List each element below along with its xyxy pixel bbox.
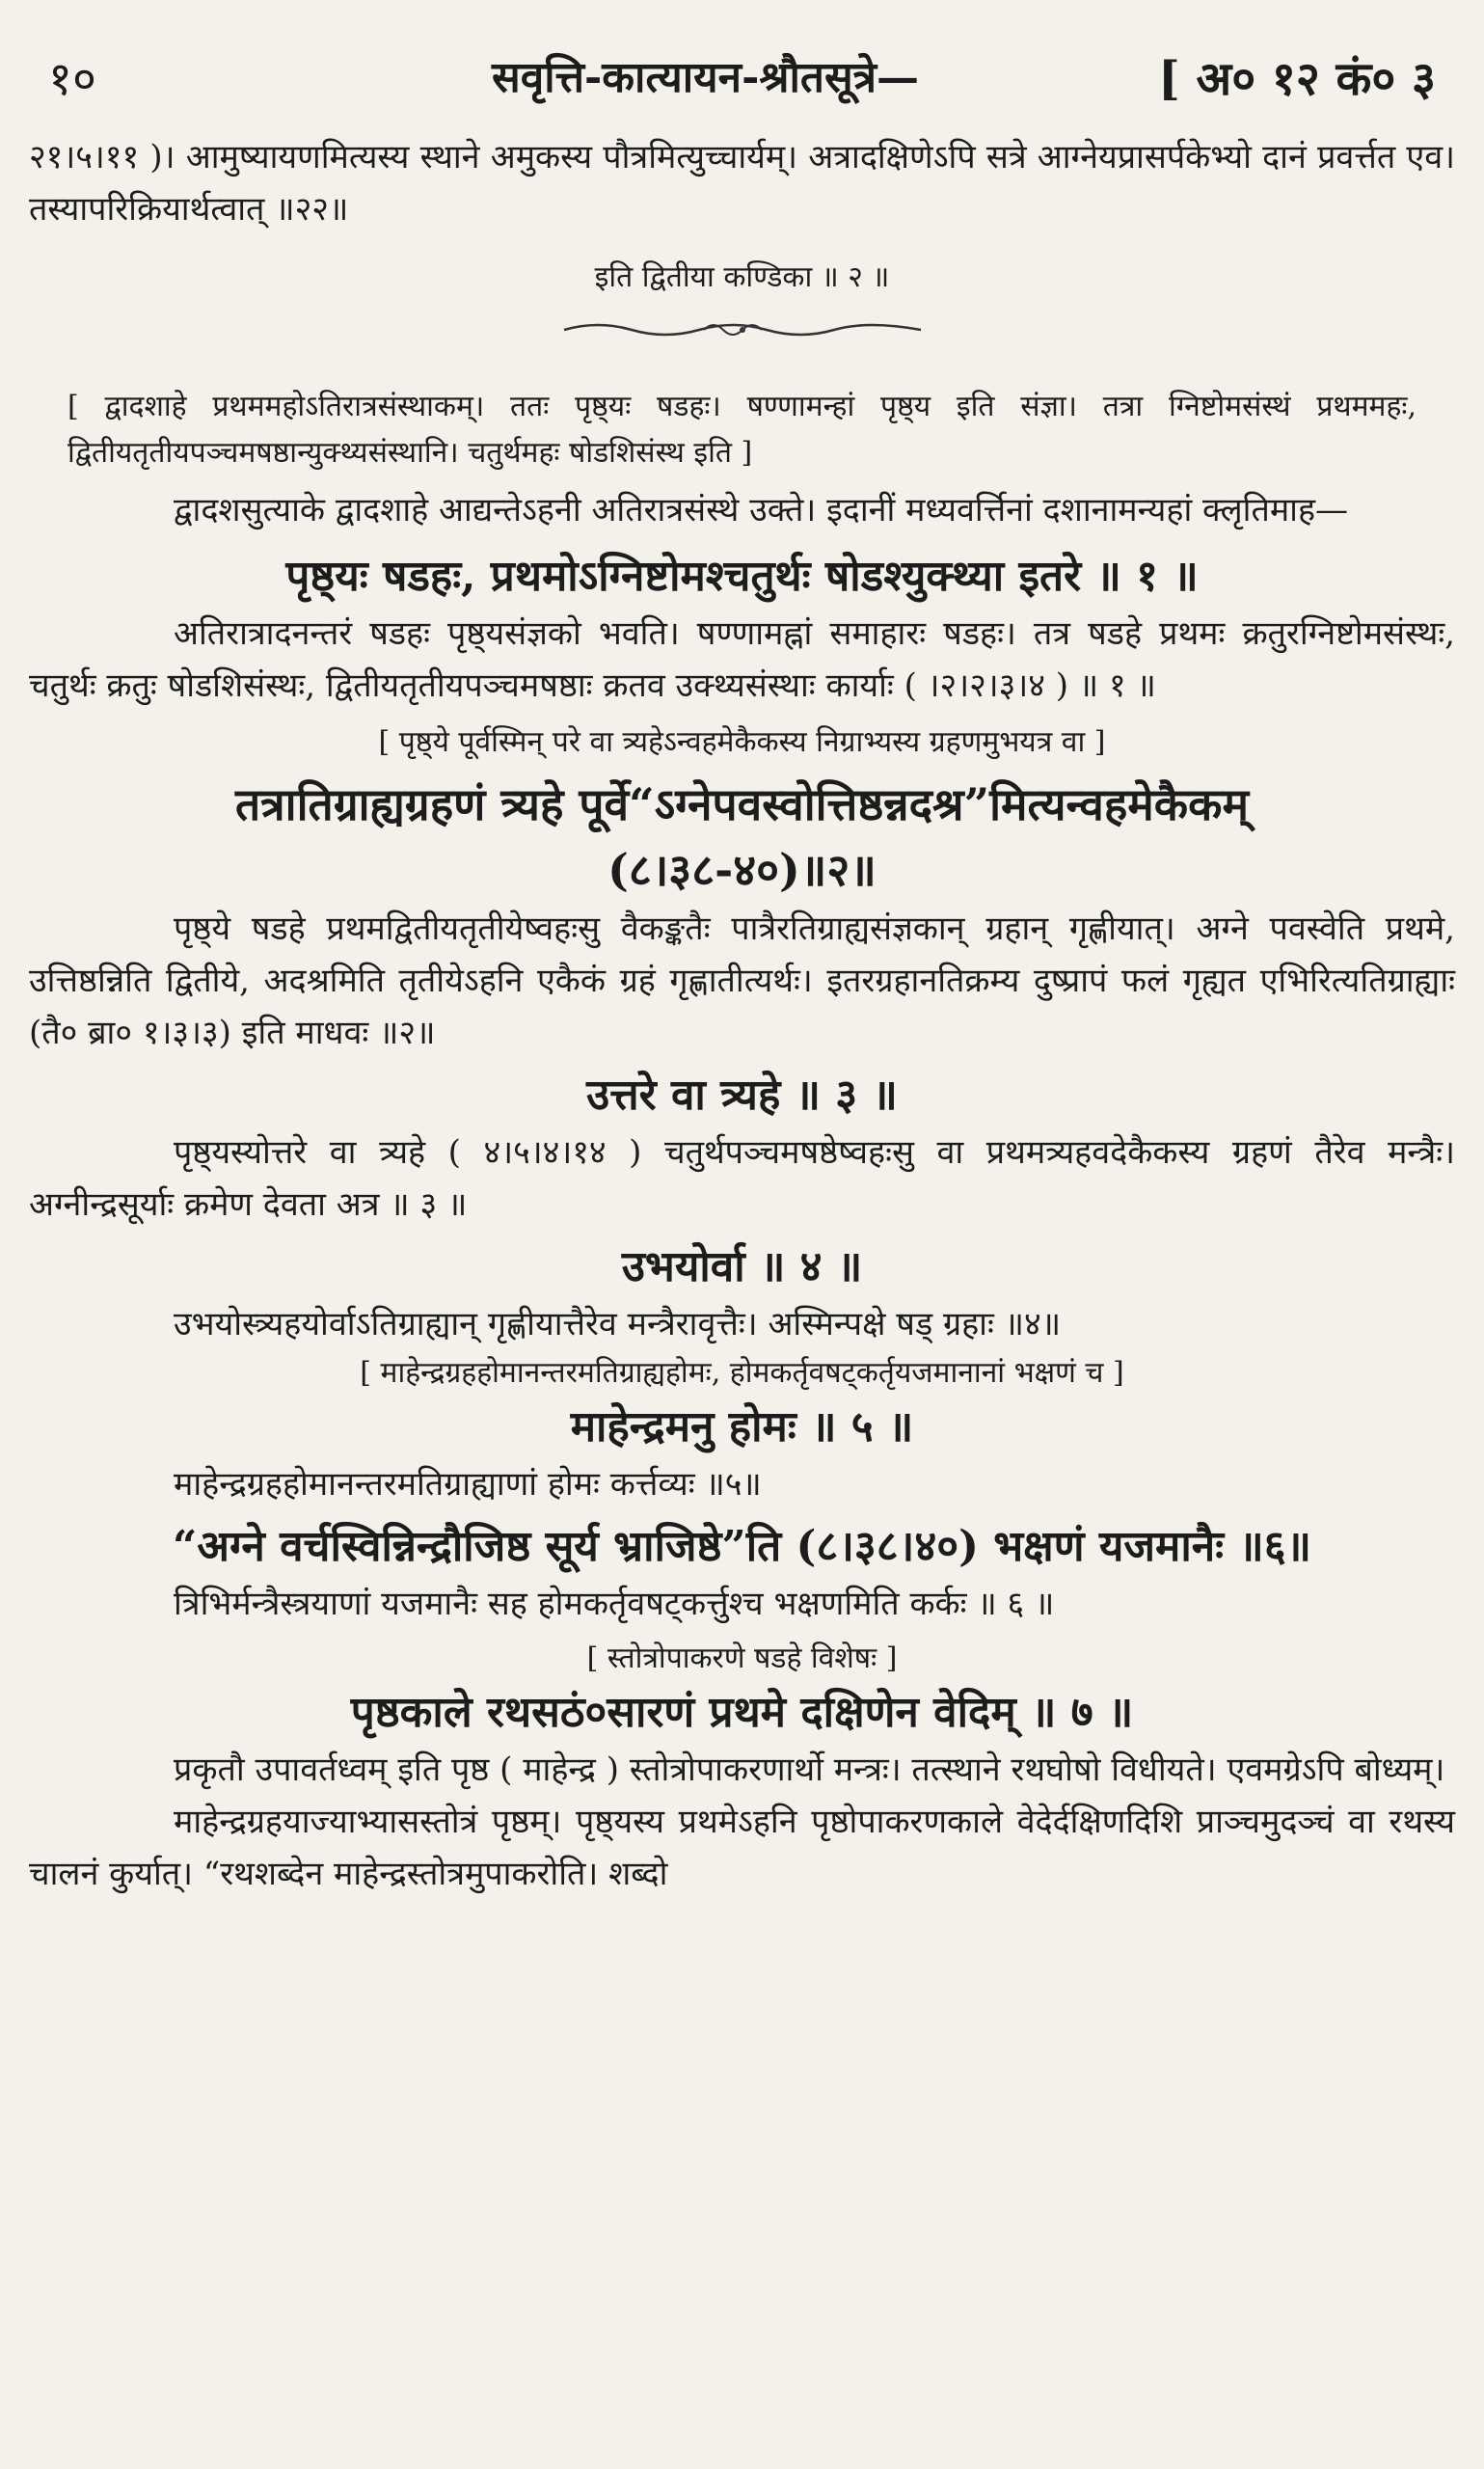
running-header — [29, 39, 1455, 116]
topic-summary: [ स्तोत्रोपाकरणे षडहे विशेषः ] — [586, 1641, 898, 1675]
topic-summary: [ पृष्ठ्ये पूर्वस्मिन् परे वा त्र्यहेऽन्वहमेकैकस्य निग्राभ्यस्य ग्रहणमुभयत्र वा ] — [378, 725, 1106, 759]
sutra-7: पृष्ठकाले रथसठं०सारणं प्रथमे दक्षिणेन वेदिम् ॥ ७ ॥ — [350, 1688, 1134, 1737]
topic-summary: [ माहेन्द्रग्रहहोमानन्तरमतिग्राह्यहोमः, होमकर्तृवषट्कर्तृयजमानानां भक्षणं च ] — [360, 1356, 1124, 1390]
commentary-paragraph: उभयोस्त्र्यहयोर्वाऽतिग्राह्यान् गृह्णीयात्तैरेव मन्त्रैरावृत्तैः। अस्मिन्पक्षे षड् ग्रहाः ॥४॥ — [174, 1305, 1062, 1343]
sutra-4: उभयोर्वा ॥ ४ ॥ — [621, 1242, 863, 1291]
commentary-paragraph: प्रकृतौ उपावर्तध्वम् इति पृष्ठ ( माहेन्द्र ) स्तोत्रोपाकरणार्थो मन्त्रः। तत्स्थाने रथघोषो विधीयते। एवमग्रेऽपि बोध्यम्। — [174, 1750, 1445, 1789]
sutra-3: उत्तरे वा त्र्यहे ॥ ३ ॥ — [586, 1071, 898, 1120]
running-title: सवृत्ति-कात्यायन-श्रौतसूत्रे— — [492, 53, 919, 102]
commentary-paragraph: त्रिभिर्मन्त्रैस्त्रयाणां यजमानैः सह होमकर्तृवषट्कर्त्तुश्च भक्षणमिति कर्कः ॥ ६ ॥ — [174, 1585, 1055, 1623]
chapter-reference: [ अ० १२ कं० ३ — [1158, 52, 1436, 106]
kandika-colophon: इति द्वितीया कण्डिका ॥ २ ॥ — [594, 260, 890, 294]
commentary-paragraph: माहेन्द्रग्रहयाज्याभ्यासस्तोत्रं पृष्ठम्। पृष्ठ्यस्य प्रथमेऽहनि पृष्ठोपाकरणकाले वेदेर्दक्षिणदिशि प्राञ्चमुदञ्चं वा रथस्य चालनं कुर्यात्। “रथशब्देन माहेन्द्रस्तोत्रमुपाकरोति। शब्दो — [29, 1803, 1455, 1893]
commentary-paragraph: द्वादशसुत्याके द्वादशाहे आद्यन्तेऽहनी अतिरात्रसंस्थे उक्ते। इदानीं मध्यवर्त्तिनां दशानामन्यहां क्लृतिमाह— — [174, 491, 1349, 529]
commentary-paragraph: माहेन्द्रग्रहहोमानन्तरमतिग्राह्याणां होमः कर्त्तव्यः ॥५॥ — [174, 1465, 762, 1504]
sutra-2: तत्रातिग्राह्यग्रहणं त्र्यहे पूर्वे“ऽग्नेपवस्वोत्तिष्ठन्नदश्र”मित्यन्वहमेकैकम् — [235, 778, 1249, 830]
page-number: १० — [48, 52, 96, 106]
commentary-paragraph: पृष्ठ्ये षडहे प्रथमद्वितीयतृतीयेष्वहःसु वैकङ्कतैः पात्रैरतिग्राह्यसंज्ञकान् ग्रहान् गृह्णीयात्। अग्ने पवस्वेति प्रथमे, उत्तिष्ठन्निति द्वितीये, अदश्रमिति तृतीयेऽहनि एकैकं ग्रहं गृह्णातीत्यर्थः। इतरग्रहानतिक्रम्य दुष्प्रापं फलं गृह्यत एभिरित्यतिग्राह्याः (तै० ब्रा० १।३।३) इति माधवः ॥२॥ — [29, 909, 1455, 1052]
sutra-5: माहेन्द्रमनु होमः ॥ ५ ॥ — [570, 1402, 914, 1452]
commentary-paragraph: पृष्ठ्यस्योत्तरे वा त्र्यहे ( ४।५।४।१४ ) चतुर्थपञ्चमषष्ठेष्वहःसु वा प्रथमत्र्यहवदेकैकस्य ग्रहणं तैरेव मन्त्रैः। अग्नीन्द्रसूर्याः क्रमेण देवता अत्र ॥ ३ ॥ — [29, 1133, 1455, 1224]
sutra-2-reference: (८।३८-४०)॥२॥ — [607, 844, 877, 896]
commentary-paragraph: अतिरात्रादनन्तरं षडहः पृष्ठ्यसंज्ञको भवति। षण्णामह्नां समाहारः षडहः। तत्र षडहे प्रथमः क्रतुरग्निष्टोमसंस्थः, चतुर्थः क्रतुः षोडशिसंस्थः, द्वितीयतृतीयपञ्चमषष्ठाः क्रतव उक्थ्यसंस्थाः कार्याः ( ।२।२।३।४ ) ॥ १ ॥ — [29, 614, 1455, 705]
topic-summary: [ द्वादशाहे प्रथममहोऽतिरात्रसंस्थाकम्। ततः पृष्ठ्यः षडहः। षण्णामन्हां पृष्ठ्य इति संज्ञा। तत्रा ग्निष्टोमसंस्थं प्रथममहः, द्वितीयतृतीयपञ्चमषष्ठान्युक्थ्यसंस्थानि। चतुर्थमहः षोडशिसंस्थ इति ] — [67, 390, 1417, 470]
commentary-paragraph: २१।५।११ )। आमुष्यायणमित्यस्य स्थाने अमुकस्य पौत्रमित्युच्चार्यम्। अत्रादक्षिणेऽपि सत्रे आग्नेयप्रासर्पकेभ्यो दानं प्रवर्त्तत एव। तस्यापरिक्रियार्थत्वात् ॥२२॥ — [29, 138, 1455, 229]
sutra-6: “अग्ने वर्चस्विन्निन्द्रौजिष्ठ सूर्य भ्राजिष्ठे”ति (८।३८।४०) भक्षणं यजमानैः ॥६॥ — [173, 1522, 1311, 1571]
ornamental-divider — [29, 318, 1455, 345]
sutra-1: पृष्ठ्यः षडहः, प्रथमोऽग्निष्टोमश्चतुर्थः षोडश्युक्थ्या इतरे ॥ १ ॥ — [285, 552, 1199, 601]
